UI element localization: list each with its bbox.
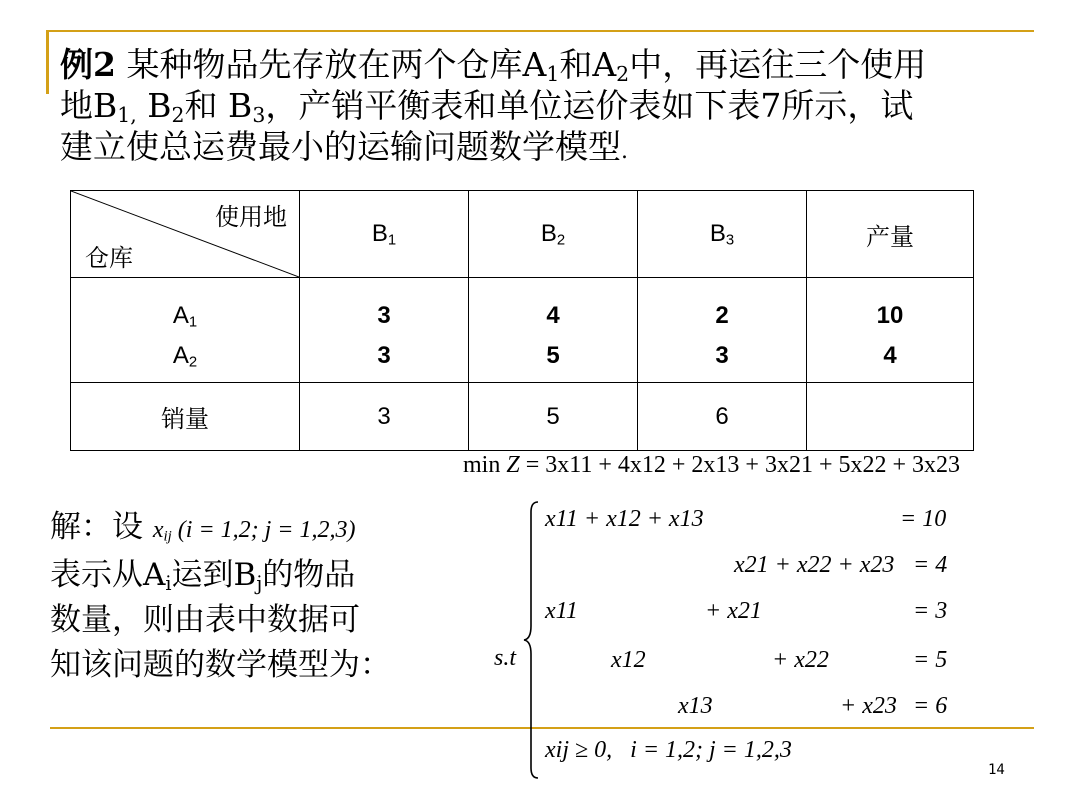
demand-b2: 5 [469, 383, 638, 451]
cell-a1-b3: 2 [638, 278, 807, 331]
corner-cell [71, 191, 300, 278]
cell-a2-b1: 3 [300, 330, 469, 383]
corner-top-label: 使用地 [215, 203, 287, 231]
col-header-b2: $B_2$ [469, 191, 638, 278]
constraint-2-lhs: x21 + x22 + x23 [734, 552, 895, 578]
constraint-5-rhs: = 6 [913, 693, 948, 719]
cell-a1-supply: 10 [807, 278, 974, 331]
constraint-3-b: + x21 [705, 598, 762, 624]
col-header-b3: $B_3$ [638, 191, 807, 278]
constraint-nonnegativity: xij ≥ 0, i = 1,2; j = 1,2,3 [545, 737, 792, 763]
demand-b3: 6 [638, 383, 807, 451]
problem-statement: 例2 某种物品先存放在两个仓库$A_1$和$A_2$中，再运往三个使用 地$B_{1,}$ $B_2$和 $B_3$，产销平衡表和单位运价表如下表7所示，试 建立使总运费最小的运输问题数学模型. [60, 45, 927, 166]
demand-b1: 3 [300, 383, 469, 451]
bottom-decor-line [50, 727, 1034, 729]
row-label-a1: $A_1$ [71, 278, 300, 331]
cell-a1-b2: 4 [469, 278, 638, 331]
constraint-4-rhs: = 5 [913, 647, 948, 673]
table-row [71, 330, 974, 383]
constraint-2-rhs: = 4 [913, 552, 948, 578]
cell-a2-b3: 3 [638, 330, 807, 383]
left-brace-icon [522, 500, 542, 780]
corner-bottom-label: 仓库 [85, 244, 133, 272]
solution-text: 解：设 $x_{ij}$ (i = 1,2; j = 1,2,3) 表示从$A_i$运到$B_j$的物品 数量，则由表中数据可 知该问题的数学模型为： [50, 509, 391, 683]
constraint-1-rhs: = 10 [900, 506, 947, 532]
constraint-4-b: + x22 [772, 647, 829, 673]
example-label: 例2 [60, 45, 116, 84]
constraint-3-a: x11 [545, 598, 578, 624]
table-row [71, 278, 974, 331]
page-number: 14 [988, 762, 1005, 778]
demand-row [71, 383, 974, 451]
constraint-1-lhs: x11 + x12 + x13 [545, 506, 704, 532]
constraint-5-b: + x23 [840, 693, 897, 719]
cell-a2-b2: 5 [469, 330, 638, 383]
top-decor-line [46, 30, 1034, 32]
objective-function: min Z = 3x11 + 4x12 + 2x13 + 3x21 + 5x22 + 3x23 [463, 452, 961, 478]
demand-empty [807, 383, 974, 451]
table-header-row [71, 191, 974, 278]
constraint-4-a: x12 [611, 647, 646, 673]
row-label-a2: $A_2$ [71, 330, 300, 383]
cell-a1-b1: 3 [300, 278, 469, 331]
left-decor-line [46, 30, 49, 94]
transport-table [70, 190, 974, 451]
col-header-b1: $B_1$ [300, 191, 469, 278]
cell-a2-supply: 4 [807, 330, 974, 383]
demand-label: 销量 [71, 383, 300, 451]
constraint-5-a: x13 [678, 693, 713, 719]
constraint-3-rhs: = 3 [913, 598, 948, 624]
st-label: s.t [494, 645, 517, 671]
col-header-supply: 产量 [807, 191, 974, 278]
